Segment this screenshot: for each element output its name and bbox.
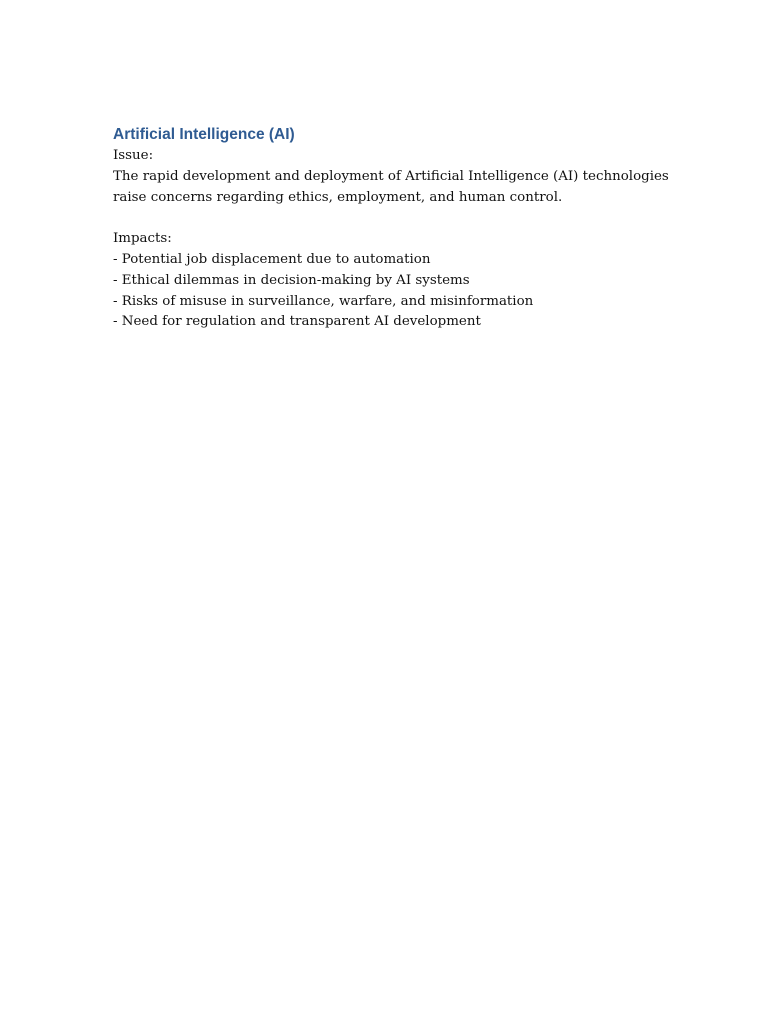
impact-item: - Potential job displacement due to automation (113, 251, 431, 267)
document-title: Artificial Intelligence (AI) (113, 126, 295, 143)
paragraph-spacer (113, 208, 673, 229)
issue-label: Issue: (113, 148, 154, 163)
document-body (113, 124, 673, 333)
impact-item: - Risks of misuse in surveillance, warfare, and misinformation (113, 293, 534, 309)
impact-item: - Need for regulation and transparent AI development (113, 314, 481, 330)
impacts-label: Impacts: (113, 231, 172, 247)
impact-item: - Ethical dilemmas in decision-making by AI systems (113, 272, 470, 288)
issue-text-line-2: raise concerns regarding ethics, employment, and human control. (113, 189, 563, 205)
issue-text-line-1: The rapid development and deployment of Artificial Intelligence (AI) technologies (113, 168, 669, 184)
impacts-list (113, 250, 673, 333)
